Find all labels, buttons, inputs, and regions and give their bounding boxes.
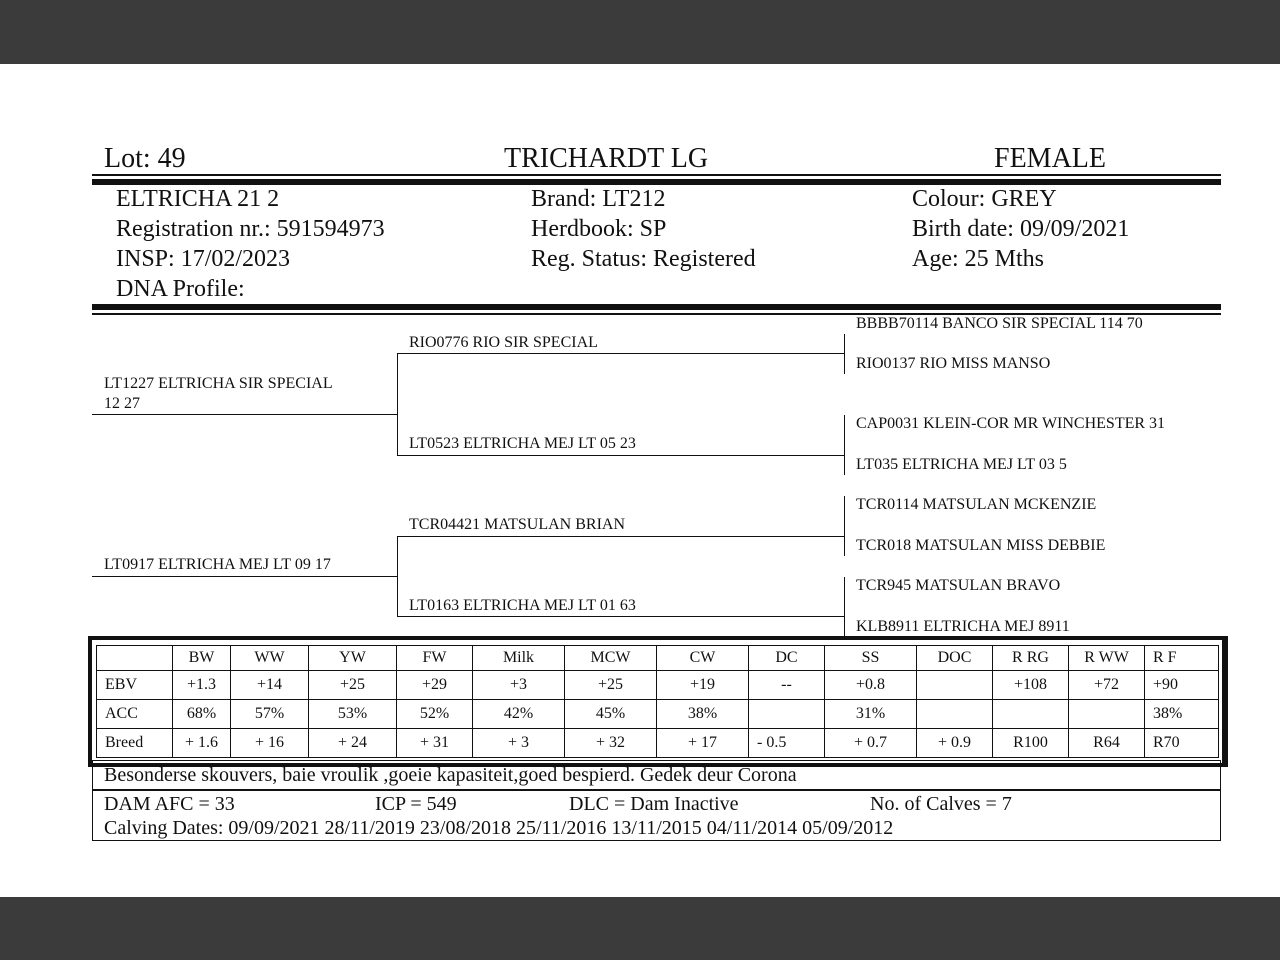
performance-header-row — [97, 646, 1219, 671]
registration-number: Registration nr.: 591594973 — [116, 216, 385, 242]
pedigree-gg-3: CAP0031 KLEIN-COR MR WINCHESTER 31 — [856, 415, 1166, 432]
inspection-date: INSP: 17/02/2023 — [116, 246, 291, 272]
top-letterbox-bar — [0, 0, 1280, 64]
pedigree-gg-7: TCR945 MATSULAN BRAVO — [856, 577, 1061, 594]
table-cell: + 3 — [473, 729, 565, 758]
table-cell: + 0.7 — [825, 729, 917, 758]
table-cell: 38% — [1145, 700, 1219, 729]
table-cell: + 1.6 — [173, 729, 231, 758]
table-cell: - 0.5 — [749, 729, 825, 758]
table-cell: + 31 — [397, 729, 473, 758]
table-cell: + 32 — [565, 729, 657, 758]
pedigree-connector-gg3 — [844, 496, 845, 556]
pedigree-connector-dam — [397, 536, 398, 617]
column-header: YW — [309, 646, 397, 671]
header-rule-thin — [92, 174, 1221, 176]
table-cell: R100 — [993, 729, 1069, 758]
table-cell: +19 — [657, 671, 749, 700]
pedigree-line-dam — [92, 576, 398, 577]
column-header: WW — [231, 646, 309, 671]
table-cell: 45% — [565, 700, 657, 729]
pedigree-line-sire-dam — [397, 455, 845, 456]
breeder-name: TRICHARDT LG — [504, 143, 709, 174]
table-cell: + 16 — [231, 729, 309, 758]
table-cell: +72 — [1069, 671, 1145, 700]
animal-name: ELTRICHA 21 2 — [116, 186, 280, 212]
dam-afc: DAM AFC = 33 — [104, 793, 235, 815]
pedigree-line-sire-sire — [397, 353, 845, 354]
sex-label: FEMALE — [994, 143, 1106, 174]
details-rule-thick — [92, 304, 1221, 310]
table-cell: +1.3 — [173, 671, 231, 700]
row-label: ACC — [97, 700, 173, 729]
column-header: DOC — [917, 646, 993, 671]
pedigree-sire-sire: RIO0776 RIO SIR SPECIAL — [409, 334, 598, 351]
remarks-text: Besonderse skouvers, baie vroulik ,goeie kapasiteit,goed bespierd. Gedek deur Corona — [104, 764, 797, 786]
pedigree-gg-6: TCR018 MATSULAN MISS DEBBIE — [856, 537, 1106, 554]
pedigree-gg-5: TCR0114 MATSULAN MCKENZIE — [856, 496, 1097, 513]
column-header: FW — [397, 646, 473, 671]
table-cell: +108 — [993, 671, 1069, 700]
column-header: SS — [825, 646, 917, 671]
number-of-calves: No. of Calves = 7 — [870, 793, 1012, 815]
table-cell: 68% — [173, 700, 231, 729]
table-cell: R64 — [1069, 729, 1145, 758]
table-cell: + 17 — [657, 729, 749, 758]
performance-row-acc — [97, 700, 1219, 729]
table-cell: +25 — [309, 671, 397, 700]
pedigree-dam: LT0917 ELTRICHA MEJ LT 09 17 — [104, 556, 331, 573]
table-cell: -- — [749, 671, 825, 700]
birth-date: Birth date: 09/09/2021 — [912, 216, 1130, 242]
pedigree-sire-dam: LT0523 ELTRICHA MEJ LT 05 23 — [409, 435, 636, 452]
table-cell: +3 — [473, 671, 565, 700]
pedigree-gg-4: LT035 ELTRICHA MEJ LT 03 5 — [856, 456, 1067, 473]
pedigree-connector-gg1 — [844, 334, 845, 374]
table-cell: 38% — [657, 700, 749, 729]
table-cell: 53% — [309, 700, 397, 729]
table-cell — [993, 700, 1069, 729]
pedigree-dam-sire: TCR04421 MATSULAN BRIAN — [409, 516, 626, 533]
column-header — [97, 646, 173, 671]
icp: ICP = 549 — [375, 793, 457, 815]
performance-row-ebv — [97, 671, 1219, 700]
table-cell: 57% — [231, 700, 309, 729]
header-rule-thick — [92, 179, 1221, 185]
pedigree-gg-8: KLB8911 ELTRICHA MEJ 8911 — [856, 618, 1070, 635]
column-header: CW — [657, 646, 749, 671]
table-cell: + 0.9 — [917, 729, 993, 758]
lot-number: Lot: 49 — [104, 143, 186, 174]
performance-row-breed — [97, 729, 1219, 758]
table-cell: R70 — [1145, 729, 1219, 758]
colour: Colour: GREY — [912, 186, 1057, 212]
pedigree-connector-gg4 — [844, 577, 845, 637]
table-cell — [917, 700, 993, 729]
age: Age: 25 Mths — [912, 246, 1044, 272]
table-cell: +29 — [397, 671, 473, 700]
dam-info-box — [92, 790, 1221, 841]
column-header: BW — [173, 646, 231, 671]
table-cell: 52% — [397, 700, 473, 729]
dna-profile: DNA Profile: — [116, 276, 245, 302]
table-cell: +25 — [565, 671, 657, 700]
table-cell — [1069, 700, 1145, 729]
bottom-letterbox-bar — [0, 897, 1280, 960]
table-cell: +0.8 — [825, 671, 917, 700]
table-cell: 42% — [473, 700, 565, 729]
table-cell: + 24 — [309, 729, 397, 758]
column-header: MCW — [565, 646, 657, 671]
pedigree-gg-1: BBBB70114 BANCO SIR SPECIAL 114 70 — [856, 315, 1143, 332]
pedigree-line-dam-sire — [397, 536, 845, 537]
pedigree-line-dam-dam — [397, 616, 845, 617]
table-cell: +14 — [231, 671, 309, 700]
pedigree-sire-line2: 12 27 — [104, 395, 140, 412]
pedigree-gg-2: RIO0137 RIO MISS MANSO — [856, 355, 1051, 372]
brand: Brand: LT212 — [531, 186, 666, 212]
calving-dates: Calving Dates: 09/09/2021 28/11/2019 23/08/2018 25/11/2016 13/11/2015 04/11/2014 05/09/2012 — [104, 817, 894, 839]
dam-dlc: DLC = Dam Inactive — [569, 793, 739, 815]
pedigree-dam-dam: LT0163 ELTRICHA MEJ LT 01 63 — [409, 597, 636, 614]
performance-table — [96, 645, 1219, 758]
pedigree-connector-gg2 — [844, 415, 845, 475]
table-cell — [749, 700, 825, 729]
column-header: R WW — [1069, 646, 1145, 671]
pedigree-sire: LT1227 ELTRICHA SIR SPECIAL — [104, 375, 333, 392]
table-cell — [917, 671, 993, 700]
remarks-box — [92, 760, 1221, 790]
column-header: R RG — [993, 646, 1069, 671]
herdbook: Herdbook: SP — [531, 216, 667, 242]
pedigree-line-sire — [92, 414, 398, 415]
table-cell: +90 — [1145, 671, 1219, 700]
pedigree-connector-sire — [397, 354, 398, 455]
table-cell: 31% — [825, 700, 917, 729]
column-header: R F — [1145, 646, 1219, 671]
registration-status: Reg. Status: Registered — [531, 246, 756, 272]
row-label: Breed — [97, 729, 173, 758]
column-header: Milk — [473, 646, 565, 671]
row-label: EBV — [97, 671, 173, 700]
column-header: DC — [749, 646, 825, 671]
